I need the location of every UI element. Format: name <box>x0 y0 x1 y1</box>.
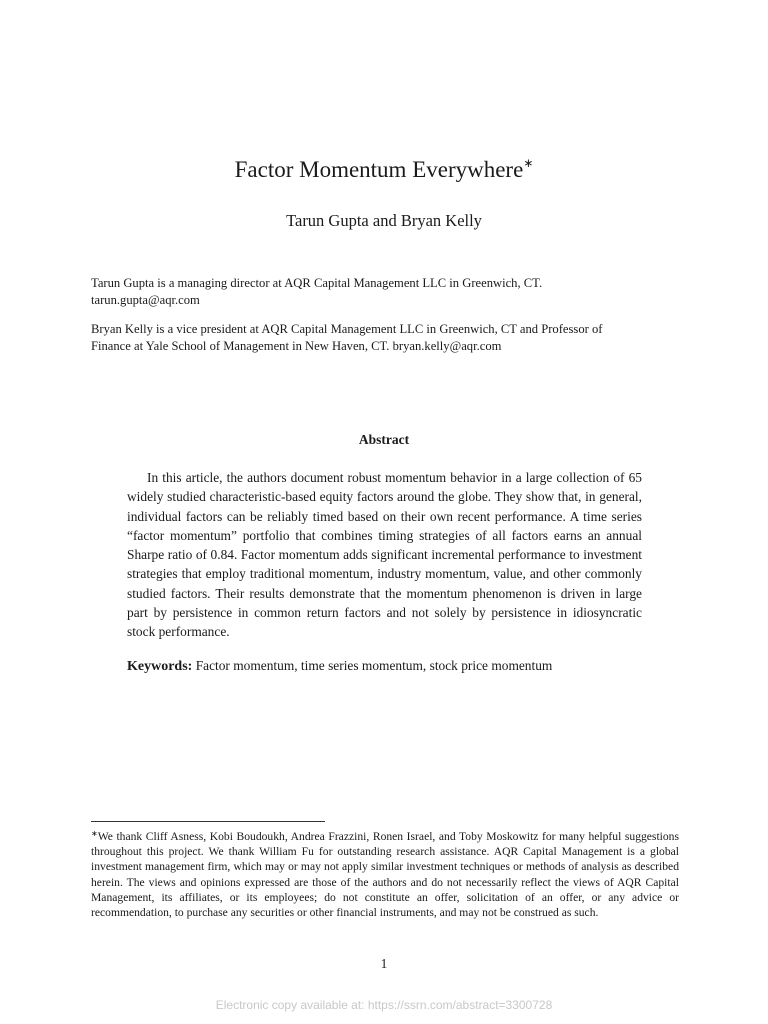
affiliation-kelly <box>91 321 671 354</box>
affiliation-line: Bryan Kelly is a vice president at AQR Capital Management LLC in Greenwich, CT and Professor of <box>91 322 603 336</box>
title-text: Factor Momentum Everywhere <box>234 157 524 182</box>
title-footnote-mark: ∗ <box>523 156 534 170</box>
footnote <box>91 826 679 920</box>
abstract-heading: Abstract <box>358 432 410 447</box>
page-number: 1 <box>380 956 388 971</box>
paper-title <box>0 148 768 185</box>
affiliation-email: tarun.gupta@aqr.com <box>91 292 200 307</box>
ssrn-notice: Electronic copy available at: https://ssrn.com/abstract=3300728 <box>215 998 553 1012</box>
keywords-text: Factor momentum, time series momentum, stock price momentum <box>195 658 553 673</box>
footnote-divider <box>91 821 325 822</box>
affiliation-line: Tarun Gupta is a managing director at AQR Capital Management LLC in Greenwich, CT. <box>91 276 543 290</box>
keywords <box>127 656 647 676</box>
keywords-label: Keywords: <box>127 659 193 674</box>
footnote-mark: ∗ <box>91 829 98 838</box>
author-list: Tarun Gupta and Bryan Kelly <box>286 211 482 230</box>
footnote-text: We thank Cliff Asness, Kobi Boudoukh, Andrea Frazzini, Ronen Israel, and Toby Moskowitz for many helpful suggestions throughout this project. We thank William Fu for outstanding research assistance. AQR Capital Management is a global investment management firm, which may or may not apply similar investment techniques or methods of analysis as described herein. The views and opinions expressed are those of the authors and do not necessarily reflect the views of AQR Capital Management, its affiliates, or its employees; do not constitute an offer, solicitation of an offer, or any advice or recommendation, to purchase any securities or other financial instruments, and may not be construed as such. <box>91 830 679 920</box>
affiliation-gupta <box>91 275 671 308</box>
abstract-body: In this article, the authors document robust momentum behavior in a large collection of 65 widely studied characteristic-based equity factors around the globe. They show that, in general, individual factors can be reliably timed based on their own recent performance. A time series “factor momentum” portfolio that combines timing strategies of all factors earns an annual Sharpe ratio of 0.84. Factor momentum adds significant incremental performance to investment strategies that employ traditional momentum, industry momentum, value, and other commonly studied factors. Their results demonstrate that the momentum phenomenon is driven in large part by persistence in common return factors and not solely by persistence in idiosyncratic stock performance. <box>127 470 642 640</box>
affiliation-line: Finance at Yale School of Management in New Haven, CT. bryan.kelly@aqr.com <box>91 338 502 353</box>
